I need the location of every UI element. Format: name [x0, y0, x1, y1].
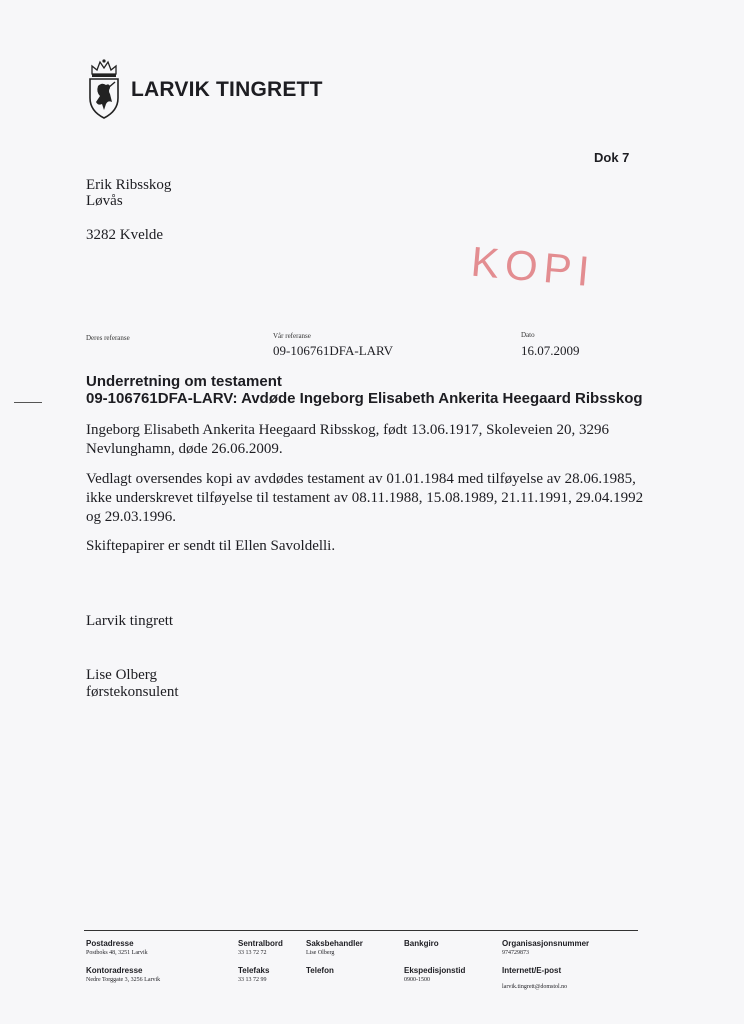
footer-telefaks-value: 33 13 72 99: [238, 977, 267, 983]
subject-case-line: 09-106761DFA-LARV: Avdøde Ingeborg Elisabeth Ankerita Heegaard Ribsskog: [86, 390, 643, 407]
footer-internett-label: Internett/E-post: [502, 966, 562, 975]
footer-telefaks-label: Telefaks: [238, 966, 270, 975]
footer-internett-value: larvik.tingrett@domstol.no: [502, 984, 568, 990]
footer-telefon-label: Telefon: [306, 966, 334, 975]
footer-bankgiro-label: Bankgiro: [404, 939, 439, 948]
recipient-name: Erik Ribsskog: [86, 177, 172, 193]
footer-orgnr-value: 974729873: [502, 950, 529, 956]
subject-title: Underretning om testament: [86, 373, 282, 390]
body-paragraph-1: Ingeborg Elisabeth Ankerita Heegaard Ribsskog, født 13.06.1917, Skoleveien 20, 3296 Nevlunghamn, døde 26.06.2009.: [86, 422, 609, 457]
recipient-street: Løvås: [86, 193, 123, 209]
footer-saksbehandler-value: Lise Olberg: [306, 950, 335, 956]
body-paragraph-3: Skiftepapirer er sendt til Ellen Savoldelli.: [86, 538, 336, 554]
coat-of-arms-logo: [86, 58, 122, 120]
footer-postadresse-value: Postboks 48, 3251 Larvik: [86, 950, 148, 956]
footer-kontoradresse-label: Kontoradresse: [86, 966, 143, 975]
footer-postadresse-label: Postadresse: [86, 939, 134, 948]
footer-ekspedisjonstid-label: Ekspedisjonstid: [404, 966, 466, 975]
signature-court: Larvik tingrett: [86, 613, 174, 629]
recipient-postal: 3282 Kvelde: [86, 227, 164, 243]
court-name: LARVIK TINGRETT: [131, 78, 323, 101]
your-reference-label: Deres referanse: [86, 334, 130, 342]
signature-name: Lise Olberg: [86, 667, 157, 683]
document-number: Dok 7: [594, 150, 630, 165]
date-label: Dato: [521, 331, 535, 339]
signature-title: førstekonsulent: [86, 684, 179, 700]
date-value: 16.07.2009: [521, 343, 580, 358]
fold-mark: [14, 402, 42, 403]
copy-stamp: KOPI: [469, 237, 598, 296]
footer-saksbehandler-label: Saksbehandler: [306, 939, 363, 948]
footer-sentralbord-value: 33 13 72 72: [238, 950, 267, 956]
body-paragraph-2: Vedlagt oversendes kopi av avdødes testament av 01.01.1984 med tilføyelse av 28.06.1985, ikke underskrevet tilføyelse til testament av 08.11.1988, 15.08.1989, 21.11.1991, 29.04.1992 og 29.03.1996.: [86, 471, 644, 525]
footer-kontoradresse-value: Nedre Torggate 3, 3256 Larvik: [86, 977, 161, 983]
footer-sentralbord-label: Sentralbord: [238, 939, 283, 948]
our-reference-value: 09-106761DFA-LARV: [273, 343, 394, 358]
our-reference-label: Vår referanse: [273, 332, 311, 340]
footer-ekspedisjonstid-value: 0900-1500: [404, 977, 430, 983]
footer-orgnr-label: Organisasjonsnummer: [502, 939, 590, 948]
footer-divider: [84, 930, 638, 931]
